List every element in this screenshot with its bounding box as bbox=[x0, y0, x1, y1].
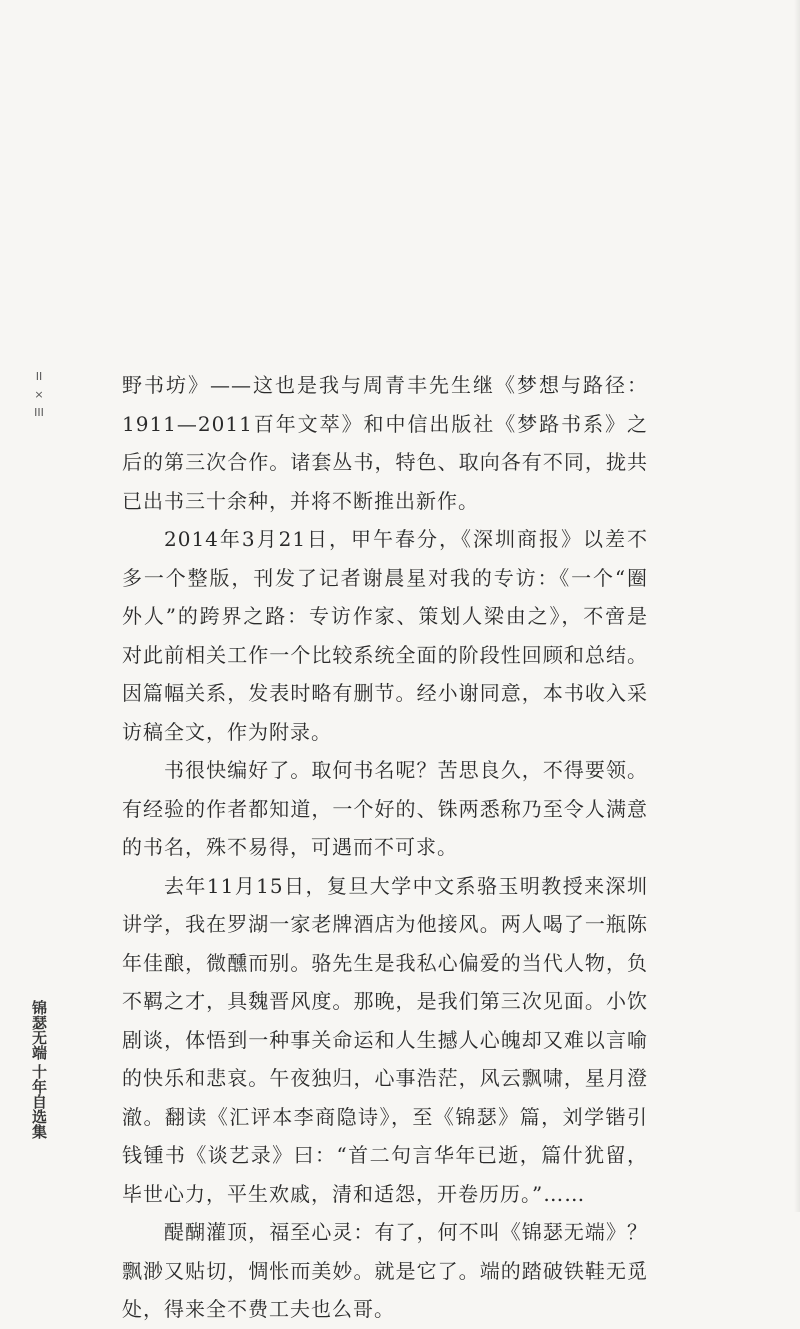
paragraph-continued: 野书坊》——这也是我与周青丰先生继《梦想与路径：1911—2011百年文萃》和中信出版社《梦路书系》之后的第三次合作。诸套丛书，特色、取向各有不同，拢共已出书三十余种，并将不断推出新作。 bbox=[122, 373, 648, 513]
book-title: 锦瑟无端 bbox=[30, 1000, 48, 1060]
paragraph: 2014年3月21日，甲午春分，《深圳商报》以差不多一个整版，刊发了记者谢晨星对我的专访：《一个“圈外人”的跨界之路：专访作家、策划人梁由之》，不啻是对此前相关工作一个比较系统全面的阶段性回顾和总结。因篇幅关系，发表时略有删节。经小谢同意，本书收入采访稿全文，作为附录。 bbox=[122, 527, 648, 744]
body-text bbox=[122, 366, 648, 1329]
running-title bbox=[30, 1000, 47, 1139]
page-number-right: III bbox=[34, 406, 44, 419]
paragraph: 醍醐灌顶，福至心灵：有了，何不叫《锦瑟无端》？飘渺又贴切，惆怅而美妙。就是它了。端的踏破铁鞋无觅处，得来全不费工夫也么哥。 bbox=[122, 1220, 648, 1321]
page-edge-shadow bbox=[794, 0, 800, 1212]
page-number-left: II bbox=[35, 370, 43, 383]
paragraph: 书很快编好了。取何书名呢？苦思良久，不得要领。有经验的作者都知道，一个好的、铢两悉称乃至令人满意的书名，殊不易得，可遇而不可求。 bbox=[122, 758, 648, 859]
page-number bbox=[28, 368, 50, 422]
book-subtitle: 十年自选集 bbox=[30, 1064, 48, 1139]
page-number-separator: × bbox=[34, 388, 44, 401]
paragraph: 去年11月15日，复旦大学中文系骆玉明教授来深圳讲学，我在罗湖一家老牌酒店为他接风。两人喝了一瓶陈年佳酿，微醺而别。骆先生是我私心偏爱的当代人物，负不羁之才，具魏晋风度。那晚，是我们第三次见面。小饮剧谈，体悟到一种事关命运和人生撼人心魄却又难以言喻的快乐和悲哀。午夜独归，心事浩茫，风云飘啸，星月澄澈。翻读《汇评本李商隐诗》，至《锦瑟》篇，刘学锴引钱锺书《谈艺录》曰：“首二句言华年已逝，篇什犹留，毕世心力，平生欢戚，清和适怨，开卷历历。”…… bbox=[122, 873, 648, 1206]
